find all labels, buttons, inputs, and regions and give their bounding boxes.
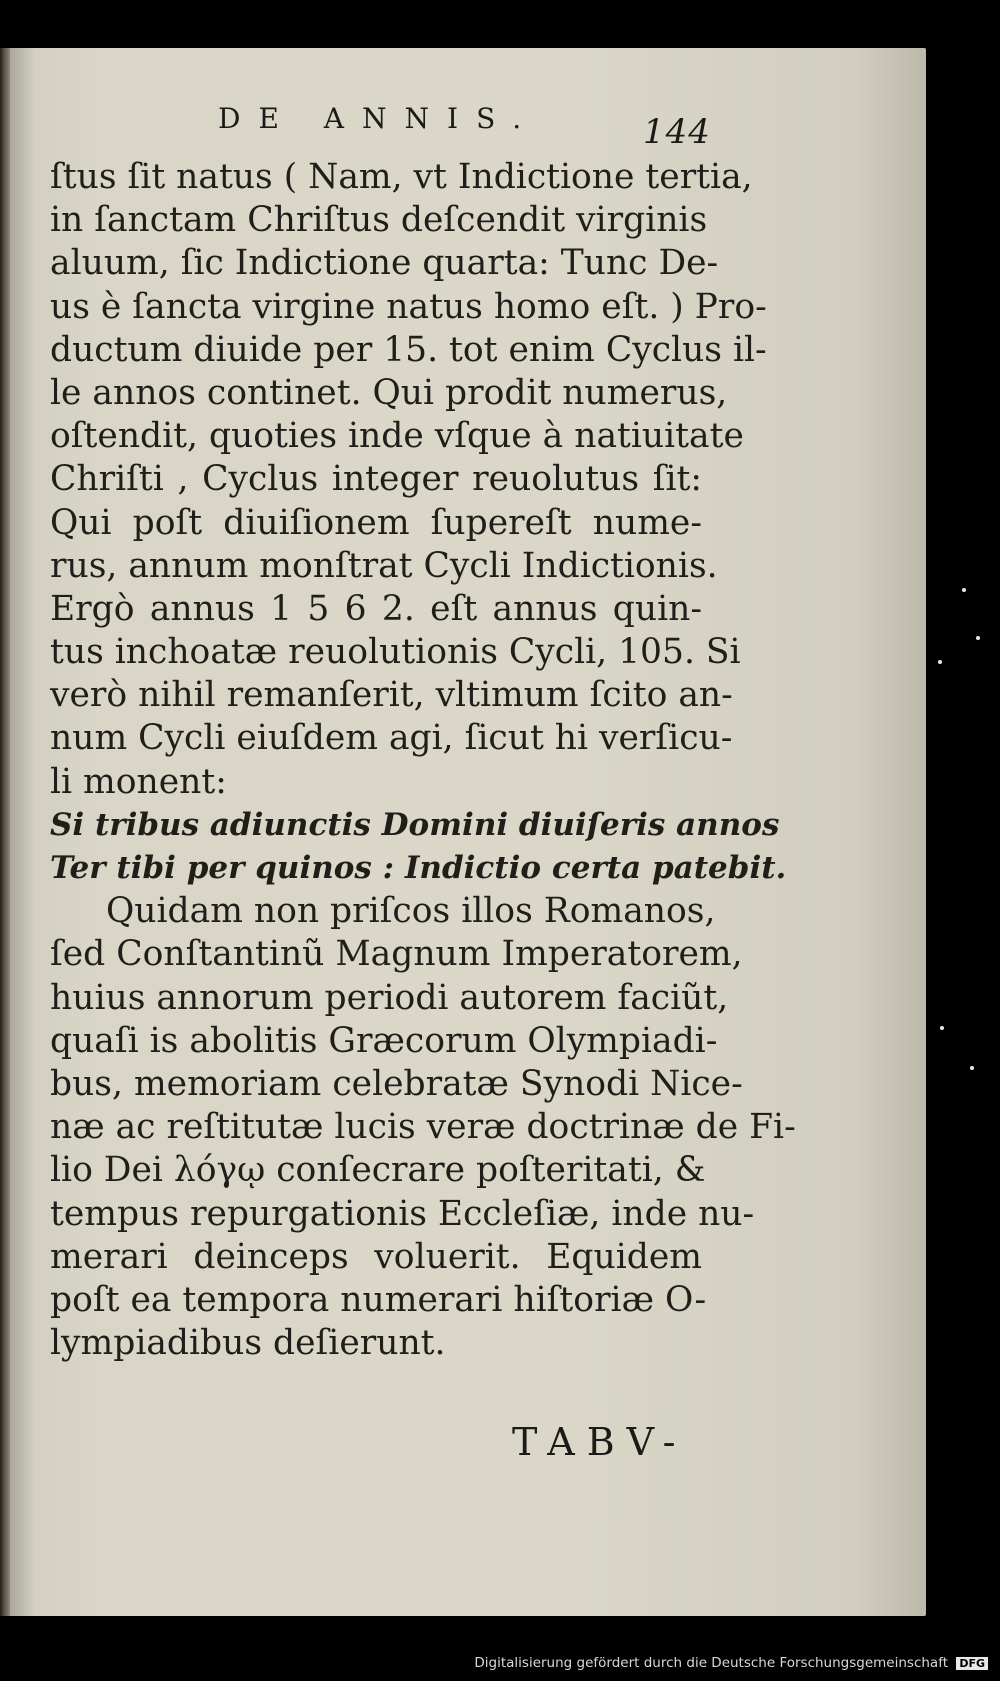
text-line: num Cycli eiuſdem agi, ſicut hi verſicu- — [50, 718, 733, 759]
text-line: rus, annum monſtrat Cycli Indictionis. — [50, 545, 718, 586]
text-line: li monent: — [50, 761, 227, 802]
digitization-footer — [0, 1655, 988, 1677]
text-line: ſtus ſit natus ( Nam, vt Indictione tertia, — [50, 157, 753, 197]
text-line: le annos continet. Qui prodit numerus, — [50, 372, 728, 413]
paragraph-2 — [50, 890, 796, 1365]
text-line: merari deinceps voluerit. Equidem — [50, 1236, 702, 1277]
text-line: huius annorum periodi autorem faciũt, — [50, 977, 729, 1018]
text-line: lio Dei λόγῳ conſecrare poſteritati, & — [50, 1150, 706, 1191]
dfg-logo: DFG — [956, 1657, 988, 1670]
binding-edge — [0, 48, 10, 1616]
text-line: verò nihil remanſerit, vltimum ſcito an- — [50, 675, 733, 716]
text-line: poſt ea tempora numerari hiſtoriæ O- — [50, 1279, 707, 1320]
text-line: Chriſti , Cyclus integer reuolutus ſit: — [50, 459, 702, 500]
text-line: aluum, ſic Indictione quarta: Tunc De- — [50, 243, 719, 284]
text-line: quaſi is abolitis Græcorum Olympiadi- — [50, 1020, 718, 1061]
text-line: Qui poſt diuiſionem ſupereſt nume- — [50, 502, 702, 543]
catchword: TABV- — [512, 1420, 688, 1464]
text-line: ductum diuide per 15. tot enim Cyclus il- — [50, 329, 767, 370]
page-number: 144 — [643, 112, 711, 152]
text-line: tus inchoatæ reuolutionis Cycli, 105. Si — [50, 632, 741, 673]
verse-line: Ter tibi per quinos : Indictio certa patebit. — [50, 850, 787, 886]
text-line: næ ac reſtitutæ lucis veræ doctrinæ de Fi- — [50, 1107, 796, 1148]
running-header: DE ANNIS. — [218, 102, 540, 135]
text-line: lympiadibus deſierunt. — [50, 1323, 446, 1364]
footer-text: Digitalisierung gefördert durch die Deutsche Forschungsgemeinschaft — [474, 1655, 949, 1671]
text-line: in ſanctam Chriſtus deſcendit virginis — [50, 200, 708, 241]
text-line: Ergò annus 1 5 6 2. eſt annus quin- — [50, 588, 702, 629]
verse-line: Si tribus adiunctis Domini diuiſeris annos — [50, 806, 780, 843]
text-line: ſed Conſtantinũ Magnum Imperatorem, — [50, 934, 743, 975]
background-specks — [926, 48, 1000, 1616]
text-line: us è ſancta virgine natus homo eſt. ) Pro- — [50, 286, 767, 327]
text-line: oſtendit, quoties inde vſque à natiuitate — [50, 416, 744, 457]
text-line: tempus repurgationis Eccleſiæ, inde nu- — [50, 1193, 755, 1234]
page-body — [50, 156, 796, 1365]
text-line: bus, memoriam celebratæ Synodi Nice- — [50, 1063, 743, 1104]
verse-couplet — [50, 804, 787, 890]
text-line: Quidam non priſcos illos Romanos, — [106, 891, 716, 932]
paragraph-1 — [50, 156, 767, 804]
